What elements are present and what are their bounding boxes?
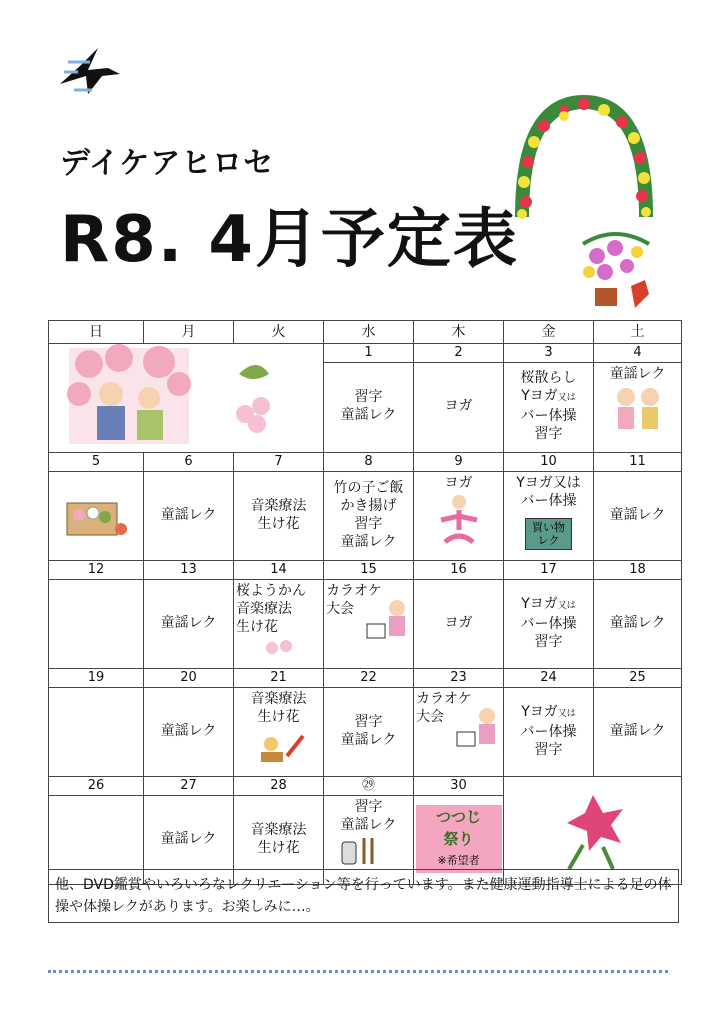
activity: 大会: [326, 601, 354, 617]
activity: 童謡レク: [340, 732, 397, 748]
day-number: 22: [324, 669, 413, 688]
rose-arch-illustration: [504, 92, 664, 222]
day-cell-14: [234, 561, 324, 669]
cherry-blossom-couple-illustration: [49, 344, 319, 448]
activity: 習字: [354, 799, 383, 815]
activity: 音楽療法: [250, 822, 307, 838]
activity: 音楽療法: [250, 498, 307, 514]
day-cell-2: [414, 344, 504, 453]
azalea-flower-illustration: [553, 785, 633, 875]
day-cell-1: [324, 344, 414, 453]
karaoke-singer-illustration: [363, 598, 413, 644]
activity: Yヨガ又は: [516, 475, 581, 491]
activity: ヨガ: [444, 615, 473, 631]
day-cell-18: [594, 561, 682, 669]
activity: 童謡レク: [160, 507, 217, 523]
activity: 童謡レク: [340, 407, 397, 423]
weekday-sat: 土: [594, 321, 682, 344]
day-cell-9: [414, 453, 504, 561]
yoga-pose-illustration: [431, 492, 487, 552]
day-number: 4: [594, 344, 681, 363]
day-number: 19: [49, 669, 143, 688]
leaf-flower-icon: [236, 365, 270, 433]
cherry-blossom-illustration-cell: [49, 344, 324, 453]
day-number: 6: [144, 453, 233, 472]
activity: カラオケ: [416, 691, 472, 707]
day-number: 24: [504, 669, 593, 688]
dotted-divider: [48, 970, 668, 977]
day-number: ㉙: [324, 777, 413, 796]
day-cell-16: [414, 561, 504, 669]
festival-label: 祭り: [443, 830, 474, 848]
bento-box-illustration: [61, 485, 131, 545]
day-number: 25: [594, 669, 681, 688]
day-cell-5: [49, 453, 144, 561]
day-cell-13: [144, 561, 234, 669]
day-cell-17: [504, 561, 594, 669]
day-number: 30: [414, 777, 503, 796]
day-cell-6: [144, 453, 234, 561]
day-cell-4: [594, 344, 682, 453]
activity: 習字: [354, 714, 383, 730]
week-row-2: [49, 453, 682, 561]
singing-children-illustration: [608, 383, 668, 433]
day-cell-24: [504, 669, 594, 777]
day-cell-23: [414, 669, 504, 777]
day-cell-7: [234, 453, 324, 561]
day-cell-22: [324, 669, 414, 777]
activity: 音楽療法: [236, 601, 292, 617]
day-cell-25: [594, 669, 682, 777]
weekday-sun: 日: [49, 321, 144, 344]
activity: バー体操: [520, 616, 577, 632]
calligraphy-brush-icon: [338, 834, 388, 868]
week-row-3: [49, 561, 682, 669]
day-cell-10: [504, 453, 594, 561]
day-number: 5: [49, 453, 143, 472]
activity: 童謡レク: [160, 723, 217, 739]
activity: 童謡レク: [609, 723, 666, 739]
shopping-rec-badge: [525, 518, 572, 550]
day-number: 8: [324, 453, 413, 472]
karaoke-singer-illustration: [453, 706, 503, 752]
activity: 生け花: [257, 840, 300, 856]
weekday-wed: 水: [324, 321, 414, 344]
activity: 習字: [534, 634, 563, 650]
day-number: 10: [504, 453, 593, 472]
day-number: 20: [144, 669, 233, 688]
activity: ヨガ: [444, 475, 473, 491]
activity: 童謡レク: [340, 817, 397, 833]
badge-label: 買い物: [532, 521, 565, 534]
day-cell-19: [49, 669, 144, 777]
day-number: 23: [414, 669, 503, 688]
swallow-logo: [58, 44, 122, 96]
activity: 童謡レク: [160, 615, 217, 631]
activity: かき揚げ: [340, 498, 397, 514]
week-row-1: [49, 344, 682, 453]
day-number: 15: [324, 561, 413, 580]
activity: 音楽療法: [250, 691, 307, 707]
activity: カラオケ: [326, 583, 382, 599]
weekday-tue: 火: [234, 321, 324, 344]
day-number: 3: [504, 344, 593, 363]
day-number: 13: [144, 561, 233, 580]
weekday-header-row: [49, 321, 682, 344]
activity: バー体操: [520, 408, 577, 424]
calendar-table: [48, 320, 682, 885]
activity: 童謡レク: [609, 366, 666, 382]
activity: 生け花: [257, 516, 300, 532]
weekday-fri: 金: [504, 321, 594, 344]
activity: 童謡レク: [609, 615, 666, 631]
ikebana-illustration: [251, 726, 307, 766]
sakura-icon: [260, 636, 300, 660]
day-number: 12: [49, 561, 143, 580]
day-number: 1: [324, 344, 413, 363]
badge-label: レク: [537, 534, 560, 547]
day-number: 7: [234, 453, 323, 472]
day-number: 28: [234, 777, 323, 796]
activity: 生け花: [257, 709, 300, 725]
activity: ヨガ: [444, 398, 473, 414]
activity-small: 又は: [557, 709, 576, 719]
activity: 竹の子ご飯: [333, 480, 404, 496]
activity: 習字: [354, 516, 383, 532]
flower-pot-illustration: [575, 226, 659, 314]
activity: 習字: [534, 426, 563, 442]
day-cell-12: [49, 561, 144, 669]
day-cell-11: [594, 453, 682, 561]
day-cell-20: [144, 669, 234, 777]
activity: 童謡レク: [609, 507, 666, 523]
activity: 桜ようかん: [236, 583, 306, 599]
day-number: 2: [414, 344, 503, 363]
day-number: 18: [594, 561, 681, 580]
footer-note: 他、DVD鑑賞やいろいろなレクリエーション等を行っています。また健康運動指導士による足の体操や体操レクがあります。お楽しみに…。: [48, 869, 679, 923]
activity-small: 又は: [557, 601, 576, 611]
week-row-4: [49, 669, 682, 777]
day-cell-3: [504, 344, 594, 453]
festival-note: ※希望者: [437, 854, 480, 867]
activity: Yヨガ: [521, 596, 558, 612]
activity: 生け花: [236, 619, 278, 635]
activity: 習字: [534, 742, 563, 758]
facility-name: デイケアヒロセ: [60, 146, 275, 181]
day-cell-8: [324, 453, 414, 561]
day-number: 9: [414, 453, 503, 472]
azalea-festival-badge: [416, 805, 502, 873]
activity: 桜散らし: [520, 370, 577, 386]
day-number: 14: [234, 561, 323, 580]
weekday-mon: 月: [144, 321, 234, 344]
activity: バー体操: [520, 493, 577, 509]
festival-label: つつじ: [435, 808, 481, 826]
day-number: 27: [144, 777, 233, 796]
activity: 大会: [416, 709, 444, 725]
activity: 習字: [354, 389, 383, 405]
activity: 童謡レク: [340, 534, 397, 550]
page-title: R8. 4月予定表: [60, 203, 519, 277]
day-number: 16: [414, 561, 503, 580]
day-cell-21: [234, 669, 324, 777]
day-number: 21: [234, 669, 323, 688]
activity: Yヨガ: [521, 704, 558, 720]
activity: バー体操: [520, 724, 577, 740]
activity: 童謡レク: [160, 831, 217, 847]
day-number: 17: [504, 561, 593, 580]
activity: Yヨガ: [521, 388, 558, 404]
day-number: 11: [594, 453, 681, 472]
activity-small: 又は: [557, 393, 576, 403]
day-number: 26: [49, 777, 143, 796]
weekday-thu: 木: [414, 321, 504, 344]
day-cell-15: [324, 561, 414, 669]
